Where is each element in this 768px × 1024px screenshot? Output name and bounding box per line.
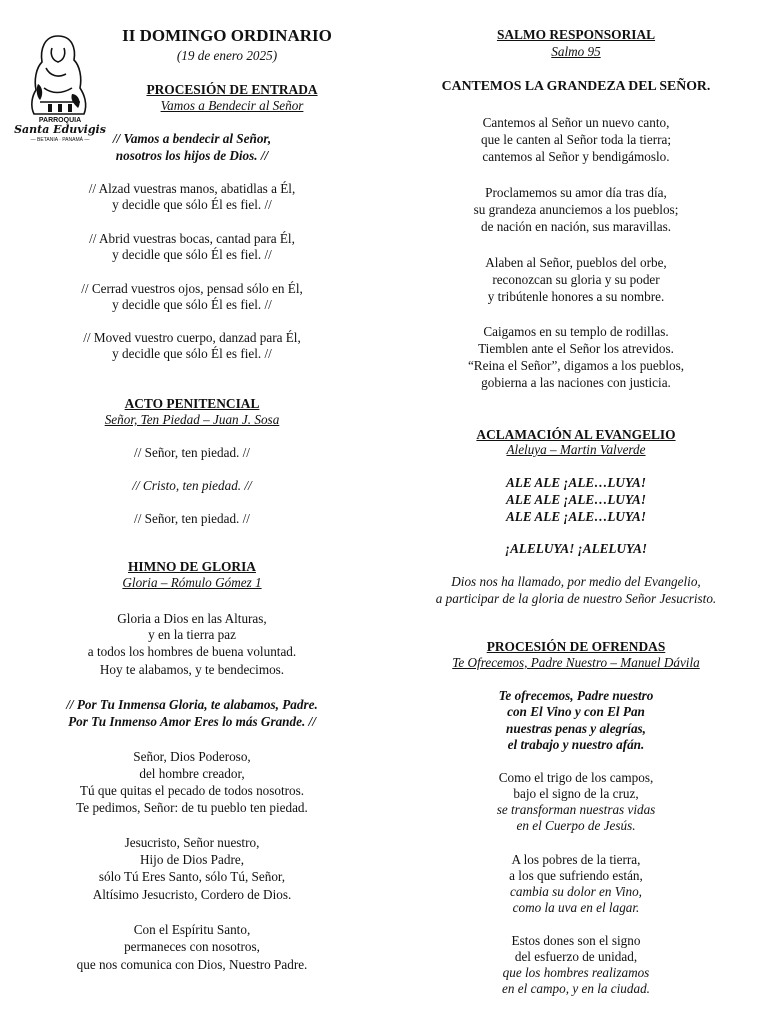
entrada-verse: // Cerrad vuestros ojos, pensad sólo en Él,: [81, 281, 303, 296]
gloria-heading: HIMNO DE GLORIA: [128, 559, 256, 574]
ofrendas-line: en el campo, y en la ciudad.: [502, 981, 650, 996]
entrada-verse: y decidle que sólo Él es fiel. //: [112, 346, 272, 361]
entrada-verse: // Moved vuestro cuerpo, danzad para Él,: [83, 330, 301, 345]
aclamacion-chorus: ALE ALE ¡ALE…LUYA!: [506, 475, 646, 490]
ofrendas-line: como la uva en el lagar.: [512, 900, 640, 915]
ofrendas-line: a los que sufriendo están,: [509, 868, 643, 883]
aclamacion-verse: Dios nos ha llamado, por medio del Evangelio,: [451, 574, 701, 589]
aclamacion-chorus: ALE ALE ¡ALE…LUYA!: [506, 492, 646, 507]
salmo-line: “Reina el Señor”, digamos a los pueblos,: [467, 358, 685, 373]
aclamacion-shout: ¡ALELUYA! ¡ALELUYA!: [504, 541, 648, 556]
gloria-line: Hoy te alabamos, y te bendecimos.: [99, 662, 285, 677]
gloria-line: sólo Tú Eres Santo, sólo Tú, Señor,: [98, 869, 286, 884]
aclamacion-song: Aleluya – Martin Valverde: [506, 442, 646, 457]
ofrendas-line: del esfuerzo de unidad,: [514, 949, 638, 964]
salmo-line: cantemos al Señor y bendigámoslo.: [482, 149, 670, 164]
ofrendas-line: se transforman nuestras vidas: [496, 802, 656, 817]
ofrendas-line: en el Cuerpo de Jesús.: [516, 818, 636, 833]
salmo-line: Cantemos al Señor un nuevo canto,: [482, 115, 670, 130]
entrada-verse: y decidle que sólo Él es fiel. //: [112, 297, 272, 312]
entrada-song: Vamos a Bendecir al Señor: [160, 98, 304, 113]
gloria-chorus: Por Tu Inmenso Amor Eres lo más Grande. //: [68, 714, 316, 729]
salmo-line: su grandeza anunciemos a los pueblos;: [473, 202, 679, 217]
salmo-line: que le canten al Señor toda la tierra;: [480, 132, 672, 147]
salmo-heading: SALMO RESPONSORIAL: [496, 27, 656, 42]
salmo-line: de nación en nación, sus maravillas.: [480, 219, 672, 234]
gloria-line: Jesucristo, Señor nuestro,: [124, 835, 260, 850]
aclamacion-chorus: ALE ALE ¡ALE…LUYA!: [506, 509, 646, 524]
gloria-line: Señor, Dios Poderoso,: [133, 749, 251, 764]
page-date: (19 de enero 2025): [176, 48, 278, 63]
aclamacion-verse: a participar de la gloria de nuestro Señor Jesucristo.: [435, 591, 717, 606]
salmo-line: y tribútenle honores a su nombre.: [487, 289, 665, 304]
entrada-chorus-2: nosotros los hijos de Dios. //: [115, 148, 269, 163]
gloria-line: y en la tierra paz: [148, 627, 236, 642]
ofrendas-line: bajo el signo de la cruz,: [513, 786, 639, 801]
entrada-chorus-1: // Vamos a bendecir al Señor,: [112, 131, 272, 146]
ofrendas-line: Estos dones son el signo: [511, 933, 641, 948]
ofrendas-line: cambia su dolor en Vino,: [510, 884, 642, 899]
gloria-line: a todos los hombres de buena voluntad.: [87, 644, 297, 659]
salmo-antiphon: CANTEMOS LA GRANDEZA DEL SEÑOR.: [441, 78, 711, 93]
ofrendas-chorus: el trabajo y nuestro afán.: [507, 737, 645, 752]
gloria-line: Gloria a Dios en las Alturas,: [117, 611, 267, 626]
entrada-verse: y decidle que sólo Él es fiel. //: [112, 197, 272, 212]
penitencial-line: // Señor, ten piedad. //: [134, 511, 250, 526]
logo-line1: PARROQUIA: [38, 117, 82, 124]
gloria-line: del hombre creador,: [139, 766, 245, 781]
salmo-line: gobierna a las naciones con justicia.: [481, 375, 671, 390]
entrada-heading: PROCESIÓN DE ENTRADA: [146, 82, 318, 97]
gloria-line: permaneces con nosotros,: [124, 939, 260, 954]
ofrendas-song: Te Ofrecemos, Padre Nuestro – Manuel Dávila: [452, 655, 700, 670]
logo-line3: — BETANIA · PANAMÁ —: [30, 137, 90, 143]
penitencial-heading: ACTO PENITENCIAL: [124, 396, 260, 411]
ofrendas-line: A los pobres de la tierra,: [511, 852, 641, 867]
ofrendas-chorus: con El Vino y con El Pan: [507, 704, 645, 719]
ofrendas-chorus: Te ofrecemos, Padre nuestro: [498, 688, 654, 703]
salmo-line: Alaben al Señor, pueblos del orbe,: [485, 255, 667, 270]
gloria-line: Hijo de Dios Padre,: [139, 852, 245, 867]
penitencial-line: // Cristo, ten piedad. //: [132, 478, 252, 493]
salmo-song: Salmo 95: [551, 44, 601, 59]
gloria-song: Gloria – Rómulo Gómez 1: [122, 575, 262, 590]
gloria-line: Altísimo Jesucristo, Cordero de Dios.: [92, 887, 292, 902]
entrada-verse: // Abrid vuestras bocas, cantad para Él,: [89, 231, 295, 246]
salmo-line: Caigamos en su templo de rodillas.: [483, 324, 669, 339]
page-title: II DOMINGO ORDINARIO: [122, 26, 332, 45]
penitencial-song: Señor, Ten Piedad – Juan J. Sosa: [104, 412, 280, 427]
salmo-line: Proclamemos su amor día tras día,: [485, 185, 667, 200]
gloria-line: que nos comunica con Dios, Nuestro Padre.: [76, 957, 308, 972]
gloria-chorus: // Por Tu Inmensa Gloria, te alabamos, Padre.: [66, 697, 318, 712]
penitencial-line: // Señor, ten piedad. //: [134, 445, 250, 460]
ofrendas-heading: PROCESIÓN DE OFRENDAS: [486, 639, 666, 654]
ofrendas-line: Como el trigo de los campos,: [498, 770, 654, 785]
ofrendas-line: que los hombres realizamos: [502, 965, 650, 980]
ofrendas-chorus: nuestras penas y alegrías,: [506, 721, 646, 736]
logo-line2: Santa Eduvigis: [14, 123, 106, 136]
aclamacion-heading: ACLAMACIÓN AL EVANGELIO: [476, 427, 676, 442]
salmo-line: reconozcan su gloria y su poder: [492, 272, 660, 287]
gloria-line: Tú que quitas el pecado de todos nosotros.: [79, 783, 305, 798]
entrada-verse: y decidle que sólo Él es fiel. //: [112, 247, 272, 262]
gloria-line: Con el Espíritu Santo,: [133, 922, 251, 937]
entrada-verse: // Alzad vuestras manos, abatidlas a Él,: [88, 181, 296, 196]
salmo-line: Tiemblen ante el Señor los atrevidos.: [478, 341, 674, 356]
gloria-line: Te pedimos, Señor: de tu pueblo ten piedad.: [76, 800, 308, 815]
